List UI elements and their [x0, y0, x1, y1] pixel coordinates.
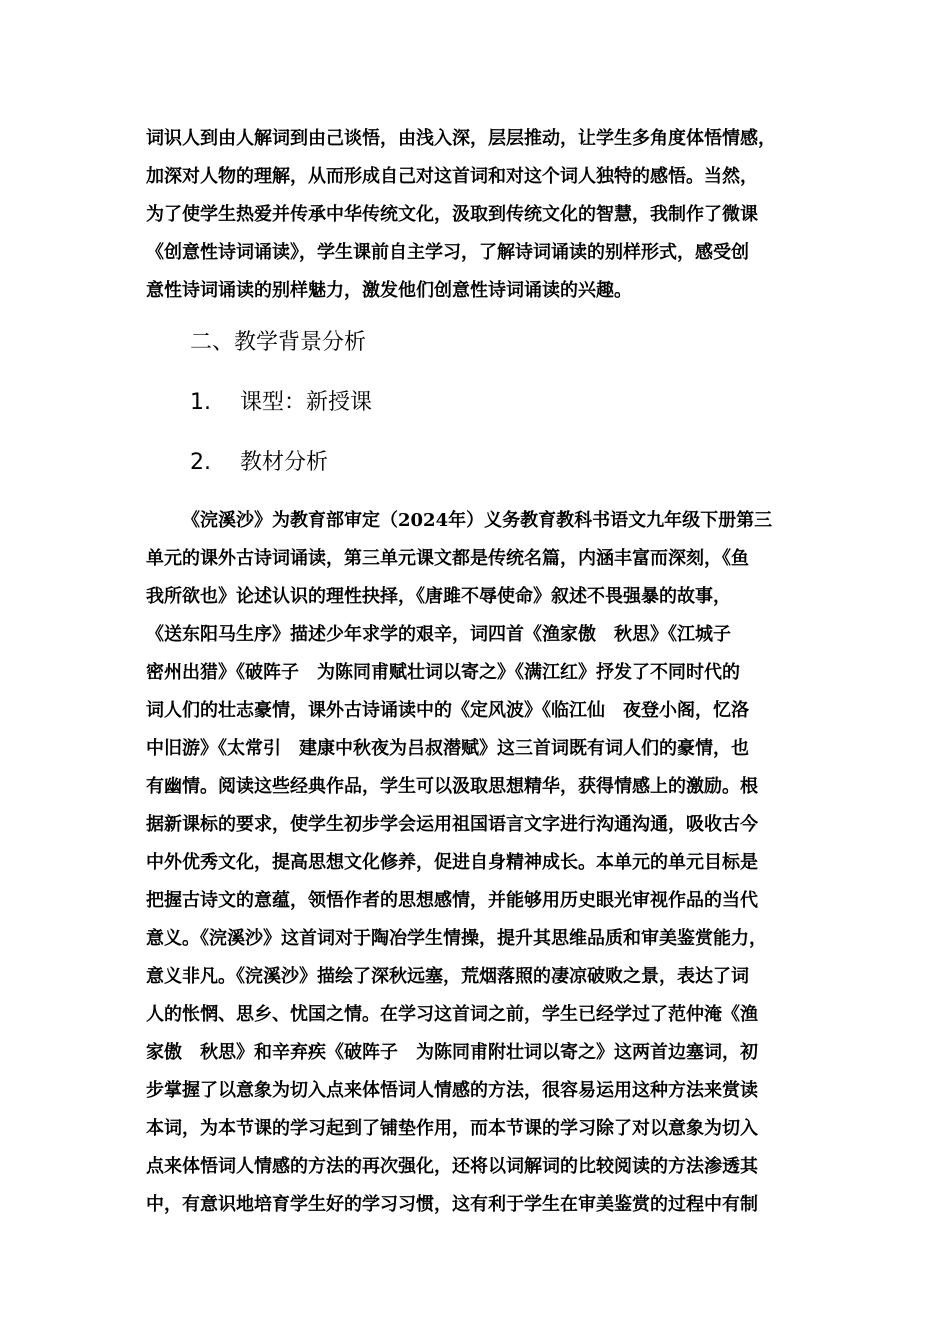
intro-line-4: 《创意性诗词诵读》，学生课前自主学习，了解诗词诵读的别样形式，感受创 [146, 242, 749, 263]
subsection-1-title: 课型：新授课 [240, 390, 373, 415]
intro-line-3: 为了使学生热爱并传承中华传统文化，汲取到传统文化的智慧，我制作了微课 [146, 204, 758, 225]
body-line-2: 单元的课外古诗词诵读，第三单元课文都是传统名篇，内涵丰富而深刻，《鱼 [146, 548, 749, 569]
body-line-8: 有幽情。阅读这些经典作品，学生可以汲取思想精华，获得情感上的激励。根 [146, 776, 758, 797]
body-line-14: 人的怅惘、思乡、忧国之情。在学习这首词之前，学生已经学过了范仲淹《渔 [146, 1004, 758, 1025]
body-line-15: 家傲 秋思》和辛弃疾《破阵子 为陈同甫附壮词以寄之》这两首边塞词，初 [146, 1042, 758, 1063]
subsection-1 [190, 386, 372, 420]
body-line-4: 《送东阳马生序》描述少年求学的艰辛，词四首《渔家傲 秋思》《江城子 [146, 624, 731, 645]
body-line-17: 本词，为本节课的学习起到了铺垫作用，而本节课的学习除了对以意象为切入 [146, 1118, 758, 1139]
body-line-19: 中，有意识地培育学生好的学习习惯，这有利于学生在审美鉴赏的过程中有制 [146, 1194, 758, 1215]
body-line-13: 意义非凡。《浣溪沙》描绘了深秋远塞，荒烟落照的凄凉破败之景，表达了词 [146, 966, 749, 987]
intro-line-1: 词识人到由人解词到由己谈悟，由浅入深，层层推动，让学生多角度体悟情感， [146, 128, 776, 149]
subsection-2-number: 2. [190, 450, 211, 475]
body-line-3: 我所欲也》论述认识的理性抉择，《唐雎不辱使命》叙述不畏强暴的故事， [146, 586, 731, 607]
body-line-1: 《浣溪沙》为教育部审定（2024年）义务教育教科书语文九年级下册第三 [182, 510, 773, 531]
intro-line-5: 意性诗词诵读的别样魅力，激发他们创意性诗词诵读的兴趣。 [146, 280, 632, 301]
body-line-7: 中旧游》《太常引 建康中秋夜为吕叔潜赋》这三首词既有词人们的豪情，也 [146, 738, 749, 759]
body-line-12: 意义。《浣溪沙》这首词对于陶冶学生情操，提升其思维品质和审美鉴赏能力， [146, 928, 767, 949]
body-line-11: 把握古诗文的意蕴，领悟作者的思想感情，并能够用历史眼光审视作品的当代 [146, 890, 758, 911]
body-line-5: 密州出猎》《破阵子 为陈同甫赋壮词以寄之》《满江红》抒发了不同时代的 [146, 662, 740, 683]
body-line-16: 步掌握了以意象为切入点来体悟词人情感的方法，很容易运用这种方法来赏读 [146, 1080, 758, 1101]
section-heading: 二、教学背景分析 [190, 330, 367, 355]
subsection-2 [190, 446, 328, 480]
subsection-2-title: 教材分析 [240, 450, 329, 475]
body-line-9: 据新课标的要求，使学生初步学会运用祖国语言文字进行沟通沟通，吸收古今 [146, 814, 758, 835]
subsection-1-number: 1. [190, 390, 211, 415]
intro-line-2: 加深对人物的理解，从而形成自己对这首词和对这个词人独特的感悟。当然， [146, 166, 758, 187]
body-line-6: 词人们的壮志豪情，课外古诗诵读中的《定风波》《临江仙 夜登小阁，忆洛 [146, 700, 749, 721]
body-line-18: 点来体悟词人情感的方法的再次强化，还将以词解词的比较阅读的方法渗透其 [146, 1156, 758, 1177]
body-line-10: 中外优秀文化，提高思想文化修养，促进自身精神成长。本单元的单元目标是 [146, 852, 758, 873]
